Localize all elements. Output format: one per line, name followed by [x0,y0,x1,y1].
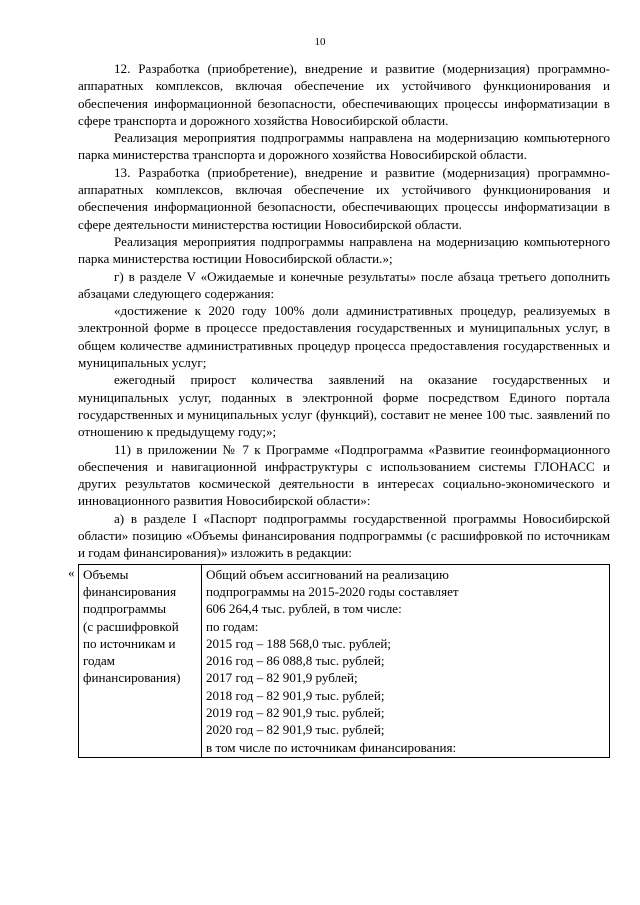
value-line: 2016 год – 86 088,8 тыс. рублей; [206,653,385,669]
value-line: 2017 год – 82 901,9 рублей; [206,670,358,686]
financing-table-wrap [68,564,610,758]
page-number: 10 [314,36,326,48]
paragraph-item-12: 12. Разработка (приобретение), внедрение и развитие (модернизация) программно-аппаратных комплексов, включая обеспечение их устойчивого функционирования и обеспечения информационной безопасности, обеспечивающих процессы информатизации в сфере транспорта и дорожного хозяйства Новосибирской области. [78,61,610,128]
paragraph-item-13: 13. Разработка (приобретение), внедрение и развитие (модернизация) программно-аппаратных комплексов, включая обеспечение их устойчивого функционирования и обеспечения информационной безопасности, обеспечивающих процессы информатизации в сфере деятельности министерства юстиции Новосибирской области. [78,164,610,232]
paragraph-achievement: «достижение к 2020 году 100% доли административных процедур, реализуемых в электронной форме в процессе предоставления государственных и муниципальных услуг, в общем количестве административных процедур процесса предоставления государственных и муниципальных услуг; [78,303,610,371]
table-row [79,564,610,757]
paragraph-section-i: а) в разделе I «Паспорт подпрограммы государственной программы Новосибирской области» позицию «Объемы финансирования подпрограммы (с расшифровкой по источникам и годам финансирования)» изложить в редакции: [78,510,610,561]
paragraph-item-13-realization: Реализация мероприятия подпрограммы направлена на модернизацию компьютерного парка министерства юстиции Новосибирской области.»; [78,233,610,267]
financing-table [78,564,610,758]
value-line: 2015 год – 188 568,0 тыс. рублей; [206,635,392,651]
value-line: 2019 год – 82 901,9 тыс. рублей; [206,704,385,720]
value-line: 2018 год – 82 901,9 тыс. рублей; [206,687,385,703]
label-line: финансирования) [83,670,181,686]
value-line: подпрограммы на 2015-2020 годы составляет [206,583,459,599]
value-line: в том числе по источникам финансирования: [206,739,457,755]
financing-value-cell [202,564,610,757]
financing-label-cell [79,564,202,757]
document-body [68,60,610,758]
value-line: по годам: [206,618,259,634]
value-line: Общий объем ассигнований на реализацию [206,566,449,582]
label-line: финансирования [83,583,177,599]
label-line: Объемы [83,566,129,582]
paragraph-section-v: г) в разделе V «Ожидаемые и конечные результаты» после абзаца третьего дополнить абзацами следующего содержания: [78,268,610,301]
value-line: 606 264,4 тыс. рублей, в том числе: [206,601,402,617]
label-line: по источникам и [83,635,176,651]
open-quote: « [68,564,75,580]
paragraph-appendix-7: 11) в приложении № 7 к Программе «Подпрограмма «Развитие геоинформационного обеспечения и навигационной инфраструктуры с использованием системы ГЛОНАСС и других результатов космической деятельности в интересах социально-экономического и инновационного развития Новосибирской области»: [78,441,610,509]
paragraph-item-12-realization: Реализация мероприятия подпрограммы направлена на модернизацию компьютерного парка министерства транспорта и дорожного хозяйства Новосибирской области. [78,130,610,163]
value-line: 2020 год – 82 901,9 тыс. рублей; [206,722,385,738]
label-line: годам [83,653,115,669]
label-line: подпрограммы [83,601,167,617]
label-line: (с расшифровкой [83,618,179,634]
paragraph-annual-growth: ежегодный прирост количества заявлений на оказание государственных и муниципальных услуг, поданных в электронной форме посредством Единого портала государственных и муниципальных услуг (функций), составит не менее 100 тыс. заявлений по отношению к предыдущему году;»; [78,372,610,440]
